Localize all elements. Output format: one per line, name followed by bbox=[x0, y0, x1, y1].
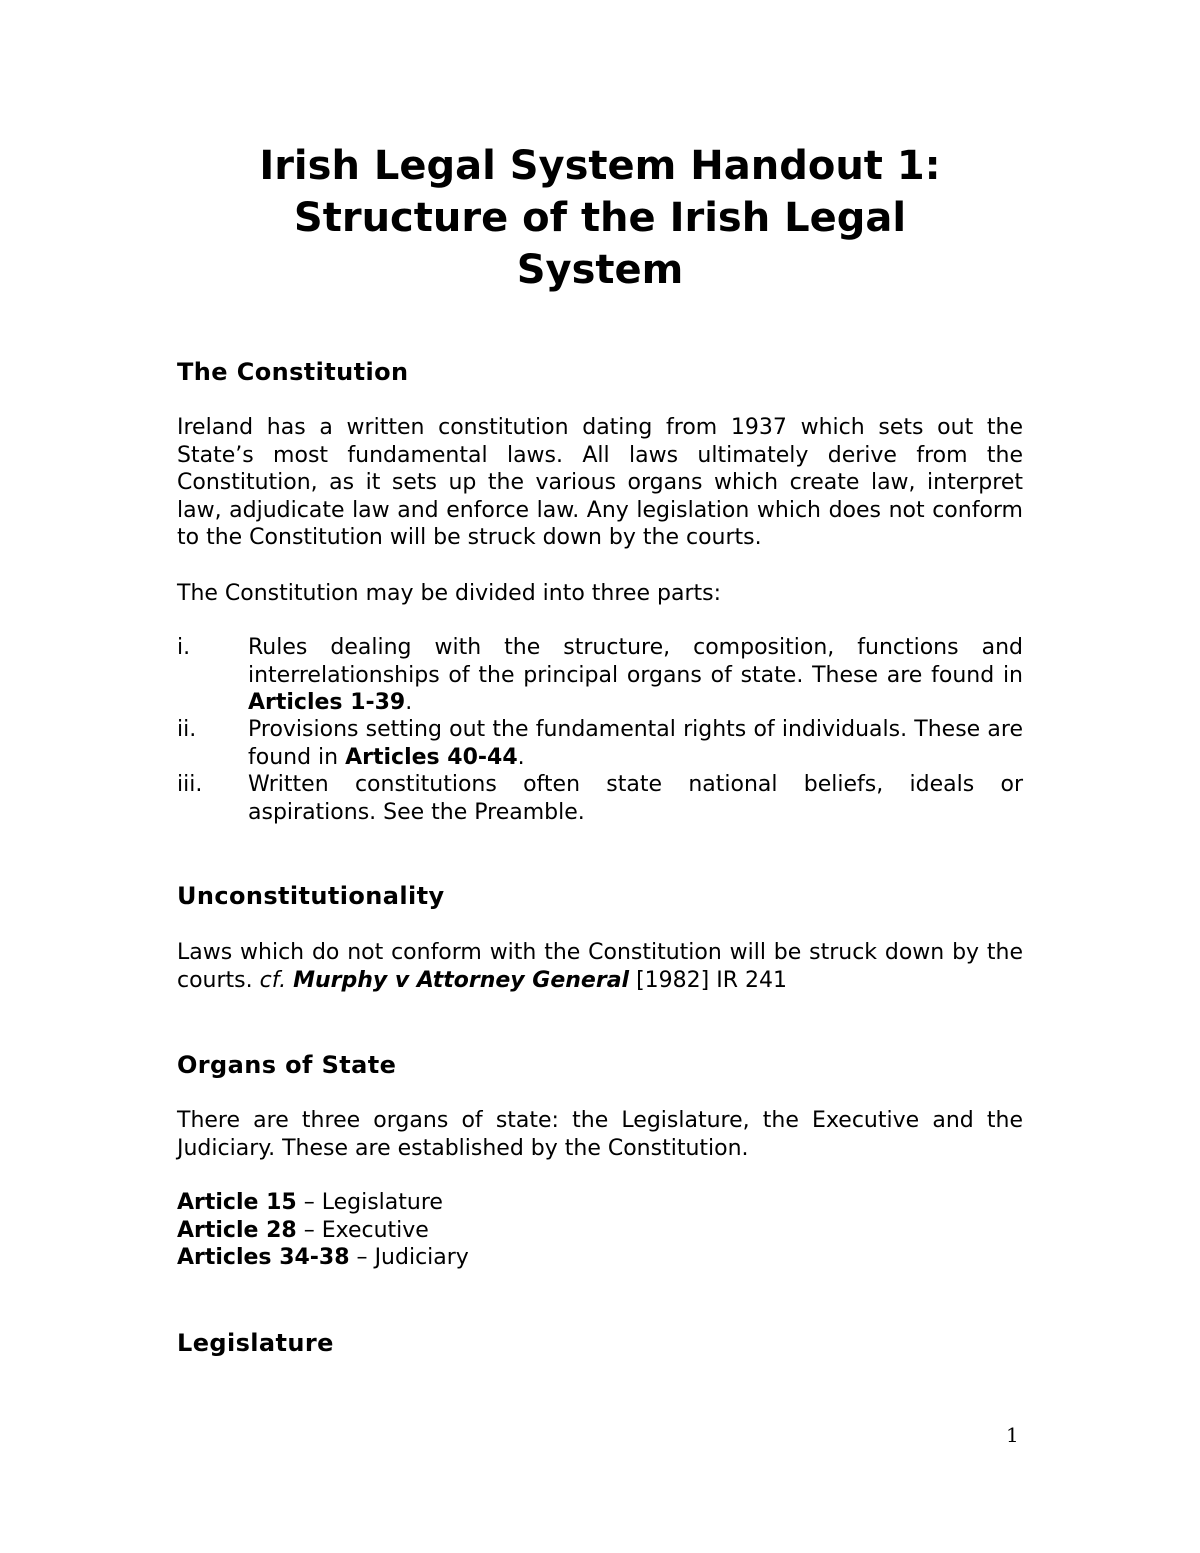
article-reference: Articles 40-44 bbox=[345, 744, 518, 770]
section-heading-organs: Organs of State bbox=[177, 1051, 397, 1079]
constitution-parts-intro: The Constitution may be divided into three parts: bbox=[177, 581, 721, 606]
document-title bbox=[177, 140, 1023, 296]
cf-abbrev: cf. bbox=[259, 967, 287, 993]
section-heading-legislature: Legislature bbox=[177, 1329, 334, 1357]
organs-paragraph: There are three organs of state: the Legislature, the Executive and the Judiciary. These are established by the Constitution. bbox=[177, 1108, 1023, 1161]
article-line: Article 28 – Executive bbox=[177, 1217, 429, 1243]
article-line: Article 15 – Legislature bbox=[177, 1190, 443, 1215]
section-heading-constitution: The Constitution bbox=[177, 358, 409, 386]
list-number: ii. bbox=[177, 717, 197, 742]
list-item bbox=[177, 634, 1023, 717]
section-heading-unconstitutionality: Unconstitutionality bbox=[177, 882, 445, 910]
constitution-paragraph: Ireland has a written constitution dating from 1937 which sets out the State’s most fundamental laws. All laws ultimately derive from the Constitution, as it sets up the various organs which create law, interpret law, adjudicate law and enforce law. Any legislation which does not conform to the Constitution will be struck down by the courts. bbox=[177, 415, 1023, 550]
title-line: Irish Legal System Handout 1: bbox=[259, 143, 941, 189]
case-citation: [1982] IR 241 bbox=[629, 967, 787, 993]
page-number: 1 bbox=[1006, 1423, 1019, 1447]
list-item bbox=[177, 716, 1023, 771]
article-line: Articles 34-38 – Judiciary bbox=[177, 1245, 469, 1270]
list-item-text: Provisions setting out the fundamental rights of individuals. These are found in Articles 40-44. bbox=[248, 717, 1023, 770]
list-item-text: Written constitutions often state national beliefs, ideals or aspirations. See the Preamble. bbox=[248, 772, 1023, 825]
organs-article-list bbox=[177, 1189, 1023, 1272]
list-item-text: Rules dealing with the structure, composition, functions and interrelationships of the principal organs of state. These are found in Articles 1-39. bbox=[248, 635, 1023, 715]
title-line: Structure of the Irish Legal bbox=[293, 195, 907, 241]
list-number: i. bbox=[177, 635, 191, 660]
list-number: iii. bbox=[177, 772, 203, 797]
list-item bbox=[177, 771, 1023, 826]
unconstitutionality-paragraph: Laws which do not conform with the Constitution will be struck down by the courts. cf. Murphy v Attorney General [1982] IR 241 bbox=[177, 940, 1023, 993]
case-name: Murphy v Attorney General bbox=[293, 967, 630, 993]
article-reference: Articles 1-39 bbox=[248, 690, 406, 715]
title-line: System bbox=[516, 247, 684, 293]
